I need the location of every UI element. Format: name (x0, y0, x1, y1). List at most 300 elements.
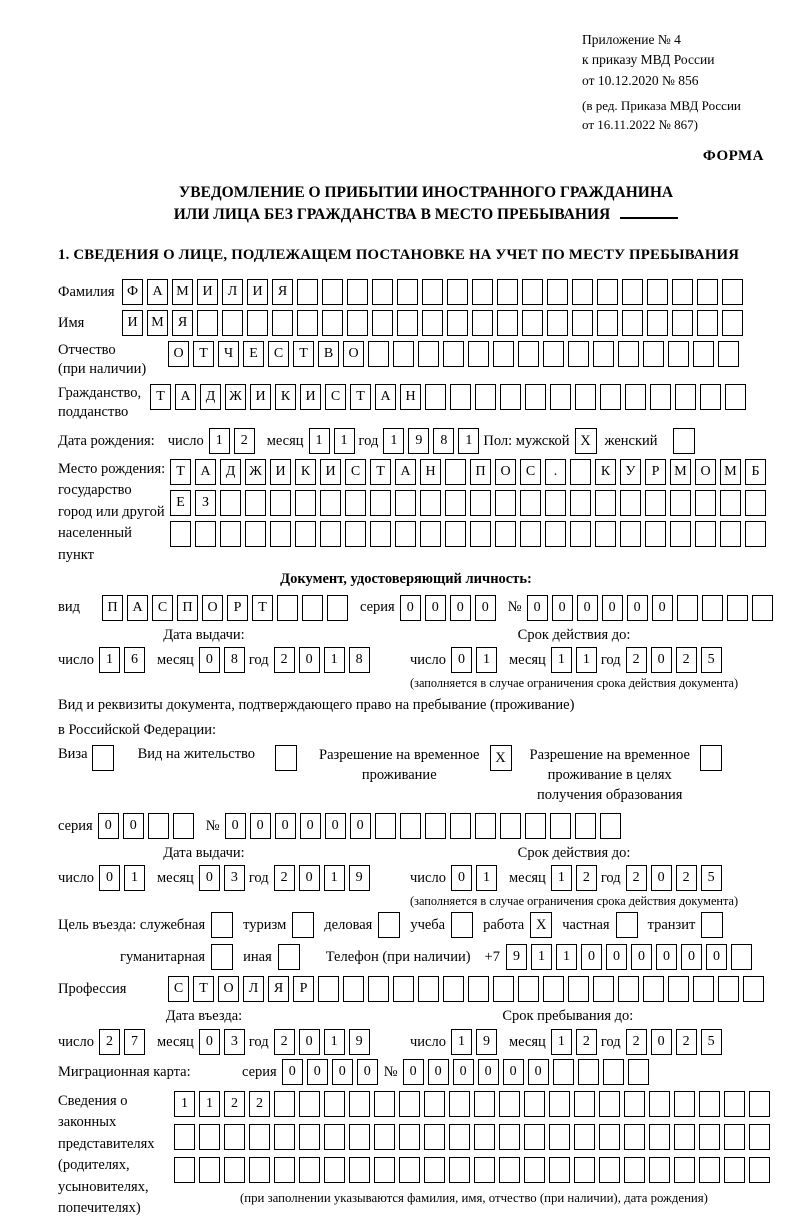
char-cell[interactable] (320, 490, 341, 516)
char-cell[interactable] (270, 521, 291, 547)
char-cell[interactable]: О (218, 976, 239, 1002)
char-cell[interactable] (399, 1091, 420, 1117)
char-cell[interactable]: 0 (631, 944, 652, 970)
char-cell[interactable] (649, 1091, 670, 1117)
char-cell[interactable] (672, 279, 693, 305)
char-cell[interactable]: И (197, 279, 218, 305)
char-cell[interactable]: 0 (99, 865, 120, 891)
char-cell[interactable]: 0 (602, 595, 623, 621)
char-cell[interactable] (724, 1157, 745, 1183)
char-cell[interactable]: 1 (324, 647, 345, 673)
char-cell[interactable] (695, 490, 716, 516)
char-cell[interactable] (600, 813, 621, 839)
char-cell[interactable]: 0 (300, 813, 321, 839)
char-cell[interactable] (522, 310, 543, 336)
char-cell[interactable]: Д (200, 384, 221, 410)
char-cell[interactable] (674, 1157, 695, 1183)
char-cell[interactable]: И (250, 384, 271, 410)
char-cell[interactable]: 6 (124, 647, 145, 673)
char-cell[interactable]: Р (293, 976, 314, 1002)
char-cell[interactable] (500, 813, 521, 839)
char-cell[interactable] (645, 490, 666, 516)
char-cell[interactable] (578, 1059, 599, 1085)
char-cell[interactable]: А (175, 384, 196, 410)
char-cell[interactable] (422, 279, 443, 305)
char-cell[interactable]: 2 (626, 865, 647, 891)
char-cell[interactable] (443, 341, 464, 367)
char-cell[interactable]: 2 (676, 1029, 697, 1055)
char-cell[interactable]: Ф (122, 279, 143, 305)
char-cell[interactable]: 0 (299, 647, 320, 673)
char-cell[interactable] (749, 1157, 770, 1183)
char-cell[interactable] (700, 384, 721, 410)
char-cell[interactable] (549, 1091, 570, 1117)
char-cell[interactable] (593, 976, 614, 1002)
char-cell[interactable] (599, 1157, 620, 1183)
char-cell[interactable] (400, 813, 421, 839)
char-cell[interactable] (197, 310, 218, 336)
char-cell[interactable] (670, 490, 691, 516)
char-cell[interactable] (320, 521, 341, 547)
char-cell[interactable] (443, 976, 464, 1002)
char-cell[interactable] (749, 1124, 770, 1150)
char-cell[interactable] (597, 279, 618, 305)
char-cell[interactable] (549, 1157, 570, 1183)
char-cell[interactable]: 1 (476, 865, 497, 891)
char-cell[interactable]: 1 (334, 428, 355, 454)
char-cell[interactable]: А (375, 384, 396, 410)
char-cell[interactable] (570, 521, 591, 547)
char-cell[interactable]: С (345, 459, 366, 485)
char-cell[interactable]: 0 (357, 1059, 378, 1085)
char-cell[interactable]: У (620, 459, 641, 485)
char-cell[interactable] (693, 341, 714, 367)
purpose-official-checkbox[interactable] (211, 912, 233, 938)
char-cell[interactable] (425, 384, 446, 410)
char-cell[interactable] (574, 1091, 595, 1117)
char-cell[interactable]: 0 (681, 944, 702, 970)
char-cell[interactable] (148, 813, 169, 839)
char-cell[interactable] (222, 310, 243, 336)
char-cell[interactable] (518, 976, 539, 1002)
char-cell[interactable] (347, 279, 368, 305)
temp-residence-edu-checkbox[interactable] (700, 745, 722, 771)
char-cell[interactable] (425, 813, 446, 839)
char-cell[interactable] (649, 1124, 670, 1150)
char-cell[interactable] (674, 1091, 695, 1117)
char-cell[interactable] (173, 813, 194, 839)
char-cell[interactable]: 1 (383, 428, 404, 454)
char-cell[interactable]: П (102, 595, 123, 621)
char-cell[interactable] (618, 976, 639, 1002)
char-cell[interactable] (420, 521, 441, 547)
char-cell[interactable]: Л (243, 976, 264, 1002)
char-cell[interactable] (595, 521, 616, 547)
char-cell[interactable] (677, 595, 698, 621)
char-cell[interactable]: 0 (199, 1029, 220, 1055)
char-cell[interactable] (272, 310, 293, 336)
char-cell[interactable]: О (202, 595, 223, 621)
char-cell[interactable]: 1 (124, 865, 145, 891)
char-cell[interactable]: Я (272, 279, 293, 305)
char-cell[interactable] (375, 813, 396, 839)
char-cell[interactable]: Н (400, 384, 421, 410)
char-cell[interactable]: С (152, 595, 173, 621)
char-cell[interactable]: 5 (701, 1029, 722, 1055)
char-cell[interactable] (549, 1124, 570, 1150)
char-cell[interactable] (475, 384, 496, 410)
char-cell[interactable]: 2 (224, 1091, 245, 1117)
char-cell[interactable] (370, 521, 391, 547)
char-cell[interactable] (568, 976, 589, 1002)
char-cell[interactable]: 3 (224, 1029, 245, 1055)
char-cell[interactable]: И (300, 384, 321, 410)
char-cell[interactable] (447, 310, 468, 336)
char-cell[interactable]: 0 (425, 595, 446, 621)
char-cell[interactable]: П (177, 595, 198, 621)
char-cell[interactable] (524, 1124, 545, 1150)
char-cell[interactable]: А (395, 459, 416, 485)
char-cell[interactable]: Ч (218, 341, 239, 367)
char-cell[interactable] (574, 1124, 595, 1150)
char-cell[interactable] (470, 490, 491, 516)
char-cell[interactable]: И (122, 310, 143, 336)
char-cell[interactable] (395, 521, 416, 547)
char-cell[interactable] (702, 595, 723, 621)
char-cell[interactable]: С (520, 459, 541, 485)
char-cell[interactable]: 1 (199, 1091, 220, 1117)
char-cell[interactable]: 7 (124, 1029, 145, 1055)
char-cell[interactable]: 0 (453, 1059, 474, 1085)
char-cell[interactable] (672, 310, 693, 336)
char-cell[interactable] (622, 310, 643, 336)
char-cell[interactable] (299, 1157, 320, 1183)
char-cell[interactable]: Д (220, 459, 241, 485)
char-cell[interactable]: Я (268, 976, 289, 1002)
char-cell[interactable]: 5 (701, 647, 722, 673)
char-cell[interactable]: Т (170, 459, 191, 485)
char-cell[interactable] (174, 1157, 195, 1183)
char-cell[interactable] (349, 1091, 370, 1117)
char-cell[interactable] (572, 310, 593, 336)
char-cell[interactable]: 2 (99, 1029, 120, 1055)
char-cell[interactable] (547, 310, 568, 336)
char-cell[interactable] (493, 341, 514, 367)
char-cell[interactable]: . (545, 459, 566, 485)
char-cell[interactable] (450, 813, 471, 839)
char-cell[interactable]: 9 (506, 944, 527, 970)
char-cell[interactable]: 2 (626, 1029, 647, 1055)
char-cell[interactable]: Е (243, 341, 264, 367)
char-cell[interactable] (345, 490, 366, 516)
char-cell[interactable] (624, 1124, 645, 1150)
char-cell[interactable] (374, 1124, 395, 1150)
char-cell[interactable] (570, 490, 591, 516)
char-cell[interactable] (395, 490, 416, 516)
char-cell[interactable] (368, 976, 389, 1002)
char-cell[interactable]: 9 (408, 428, 429, 454)
char-cell[interactable] (695, 521, 716, 547)
char-cell[interactable] (470, 521, 491, 547)
char-cell[interactable] (525, 384, 546, 410)
char-cell[interactable] (324, 1157, 345, 1183)
char-cell[interactable]: 1 (551, 865, 572, 891)
char-cell[interactable] (475, 813, 496, 839)
char-cell[interactable] (247, 310, 268, 336)
char-cell[interactable] (343, 976, 364, 1002)
char-cell[interactable] (575, 813, 596, 839)
char-cell[interactable] (699, 1124, 720, 1150)
char-cell[interactable]: Я (172, 310, 193, 336)
char-cell[interactable] (722, 310, 743, 336)
char-cell[interactable] (372, 279, 393, 305)
char-cell[interactable]: 1 (99, 647, 120, 673)
char-cell[interactable] (547, 279, 568, 305)
char-cell[interactable]: 0 (451, 647, 472, 673)
char-cell[interactable] (472, 279, 493, 305)
char-cell[interactable] (249, 1157, 270, 1183)
char-cell[interactable] (550, 813, 571, 839)
char-cell[interactable]: 0 (199, 647, 220, 673)
char-cell[interactable]: Е (170, 490, 191, 516)
char-cell[interactable]: 2 (249, 1091, 270, 1117)
char-cell[interactable] (449, 1091, 470, 1117)
char-cell[interactable]: 0 (307, 1059, 328, 1085)
char-cell[interactable] (372, 310, 393, 336)
char-cell[interactable] (595, 490, 616, 516)
char-cell[interactable]: 0 (651, 1029, 672, 1055)
char-cell[interactable] (274, 1091, 295, 1117)
char-cell[interactable] (318, 976, 339, 1002)
char-cell[interactable]: 0 (581, 944, 602, 970)
char-cell[interactable] (568, 341, 589, 367)
temp-residence-checkbox[interactable]: X (490, 745, 512, 771)
char-cell[interactable] (622, 279, 643, 305)
char-cell[interactable] (524, 1091, 545, 1117)
char-cell[interactable]: 2 (626, 647, 647, 673)
char-cell[interactable] (624, 1091, 645, 1117)
purpose-tourism-checkbox[interactable] (292, 912, 314, 938)
char-cell[interactable]: К (275, 384, 296, 410)
char-cell[interactable] (474, 1091, 495, 1117)
char-cell[interactable] (649, 1157, 670, 1183)
char-cell[interactable] (468, 341, 489, 367)
char-cell[interactable] (593, 341, 614, 367)
char-cell[interactable]: Б (745, 459, 766, 485)
char-cell[interactable] (524, 1157, 545, 1183)
char-cell[interactable] (324, 1124, 345, 1150)
char-cell[interactable]: Т (150, 384, 171, 410)
char-cell[interactable] (327, 595, 348, 621)
char-cell[interactable] (424, 1091, 445, 1117)
char-cell[interactable]: А (195, 459, 216, 485)
char-cell[interactable] (647, 310, 668, 336)
char-cell[interactable]: 2 (576, 1029, 597, 1055)
char-cell[interactable]: Ж (225, 384, 246, 410)
char-cell[interactable] (374, 1157, 395, 1183)
char-cell[interactable] (474, 1124, 495, 1150)
char-cell[interactable] (324, 1091, 345, 1117)
char-cell[interactable] (297, 279, 318, 305)
char-cell[interactable]: 2 (234, 428, 255, 454)
char-cell[interactable] (270, 490, 291, 516)
char-cell[interactable] (749, 1091, 770, 1117)
char-cell[interactable] (199, 1124, 220, 1150)
char-cell[interactable]: 0 (299, 1029, 320, 1055)
char-cell[interactable] (731, 944, 752, 970)
char-cell[interactable]: 1 (476, 647, 497, 673)
char-cell[interactable]: 0 (123, 813, 144, 839)
char-cell[interactable] (422, 310, 443, 336)
char-cell[interactable]: 0 (503, 1059, 524, 1085)
char-cell[interactable]: 0 (275, 813, 296, 839)
char-cell[interactable]: 8 (349, 647, 370, 673)
char-cell[interactable] (693, 976, 714, 1002)
char-cell[interactable] (624, 1157, 645, 1183)
purpose-private-checkbox[interactable] (616, 912, 638, 938)
char-cell[interactable]: О (343, 341, 364, 367)
char-cell[interactable]: 1 (556, 944, 577, 970)
char-cell[interactable] (224, 1157, 245, 1183)
char-cell[interactable] (697, 310, 718, 336)
char-cell[interactable]: 1 (451, 1029, 472, 1055)
char-cell[interactable]: 1 (324, 1029, 345, 1055)
char-cell[interactable]: М (172, 279, 193, 305)
char-cell[interactable]: 1 (551, 1029, 572, 1055)
char-cell[interactable]: О (695, 459, 716, 485)
char-cell[interactable] (495, 521, 516, 547)
char-cell[interactable]: 0 (652, 595, 673, 621)
char-cell[interactable] (424, 1124, 445, 1150)
char-cell[interactable] (500, 384, 521, 410)
char-cell[interactable] (295, 521, 316, 547)
char-cell[interactable] (397, 279, 418, 305)
char-cell[interactable]: 0 (450, 595, 471, 621)
char-cell[interactable] (650, 384, 671, 410)
char-cell[interactable]: 0 (332, 1059, 353, 1085)
char-cell[interactable]: И (247, 279, 268, 305)
char-cell[interactable] (474, 1157, 495, 1183)
char-cell[interactable] (643, 341, 664, 367)
char-cell[interactable]: 0 (527, 595, 548, 621)
char-cell[interactable] (297, 310, 318, 336)
char-cell[interactable] (495, 490, 516, 516)
char-cell[interactable] (718, 341, 739, 367)
char-cell[interactable] (670, 521, 691, 547)
char-cell[interactable]: С (325, 384, 346, 410)
char-cell[interactable] (727, 595, 748, 621)
char-cell[interactable] (553, 1059, 574, 1085)
char-cell[interactable] (720, 490, 741, 516)
char-cell[interactable] (645, 521, 666, 547)
char-cell[interactable] (718, 976, 739, 1002)
char-cell[interactable]: 1 (531, 944, 552, 970)
char-cell[interactable] (550, 384, 571, 410)
char-cell[interactable] (170, 521, 191, 547)
char-cell[interactable]: 0 (528, 1059, 549, 1085)
char-cell[interactable] (220, 521, 241, 547)
sex-male-checkbox[interactable]: X (575, 428, 597, 454)
char-cell[interactable]: 0 (451, 865, 472, 891)
char-cell[interactable] (520, 521, 541, 547)
char-cell[interactable]: Р (645, 459, 666, 485)
char-cell[interactable] (745, 521, 766, 547)
char-cell[interactable] (449, 1124, 470, 1150)
purpose-transit-checkbox[interactable] (701, 912, 723, 938)
char-cell[interactable]: 0 (552, 595, 573, 621)
char-cell[interactable]: М (670, 459, 691, 485)
char-cell[interactable]: Р (227, 595, 248, 621)
char-cell[interactable] (322, 279, 343, 305)
char-cell[interactable] (418, 976, 439, 1002)
char-cell[interactable] (724, 1124, 745, 1150)
char-cell[interactable]: 1 (576, 647, 597, 673)
char-cell[interactable]: 8 (224, 647, 245, 673)
char-cell[interactable] (572, 279, 593, 305)
char-cell[interactable]: 0 (299, 865, 320, 891)
char-cell[interactable] (418, 341, 439, 367)
purpose-study-checkbox[interactable] (451, 912, 473, 938)
char-cell[interactable] (374, 1091, 395, 1117)
char-cell[interactable]: П (470, 459, 491, 485)
char-cell[interactable] (274, 1157, 295, 1183)
char-cell[interactable]: 0 (325, 813, 346, 839)
char-cell[interactable]: 8 (433, 428, 454, 454)
char-cell[interactable]: Т (370, 459, 391, 485)
char-cell[interactable]: М (147, 310, 168, 336)
char-cell[interactable] (493, 976, 514, 1002)
char-cell[interactable]: 2 (274, 1029, 295, 1055)
char-cell[interactable]: А (127, 595, 148, 621)
char-cell[interactable] (445, 490, 466, 516)
char-cell[interactable]: 3 (224, 865, 245, 891)
char-cell[interactable]: 0 (656, 944, 677, 970)
char-cell[interactable]: 2 (676, 865, 697, 891)
char-cell[interactable]: 0 (475, 595, 496, 621)
sex-female-checkbox[interactable] (673, 428, 695, 454)
char-cell[interactable] (597, 310, 618, 336)
char-cell[interactable]: 1 (174, 1091, 195, 1117)
char-cell[interactable]: 2 (676, 647, 697, 673)
char-cell[interactable] (370, 490, 391, 516)
char-cell[interactable]: З (195, 490, 216, 516)
char-cell[interactable] (220, 490, 241, 516)
char-cell[interactable] (345, 521, 366, 547)
char-cell[interactable] (445, 459, 466, 485)
char-cell[interactable] (199, 1157, 220, 1183)
char-cell[interactable] (349, 1157, 370, 1183)
char-cell[interactable]: 0 (577, 595, 598, 621)
char-cell[interactable]: 0 (250, 813, 271, 839)
purpose-work-checkbox[interactable]: X (530, 912, 552, 938)
char-cell[interactable]: Ж (245, 459, 266, 485)
char-cell[interactable] (424, 1157, 445, 1183)
char-cell[interactable] (720, 521, 741, 547)
char-cell[interactable] (497, 279, 518, 305)
char-cell[interactable] (277, 595, 298, 621)
char-cell[interactable] (399, 1157, 420, 1183)
char-cell[interactable]: С (268, 341, 289, 367)
char-cell[interactable] (295, 490, 316, 516)
char-cell[interactable]: 9 (349, 1029, 370, 1055)
char-cell[interactable] (299, 1124, 320, 1150)
char-cell[interactable] (397, 310, 418, 336)
char-cell[interactable] (520, 490, 541, 516)
char-cell[interactable]: Т (193, 341, 214, 367)
char-cell[interactable] (445, 521, 466, 547)
char-cell[interactable]: 0 (651, 647, 672, 673)
char-cell[interactable] (499, 1124, 520, 1150)
